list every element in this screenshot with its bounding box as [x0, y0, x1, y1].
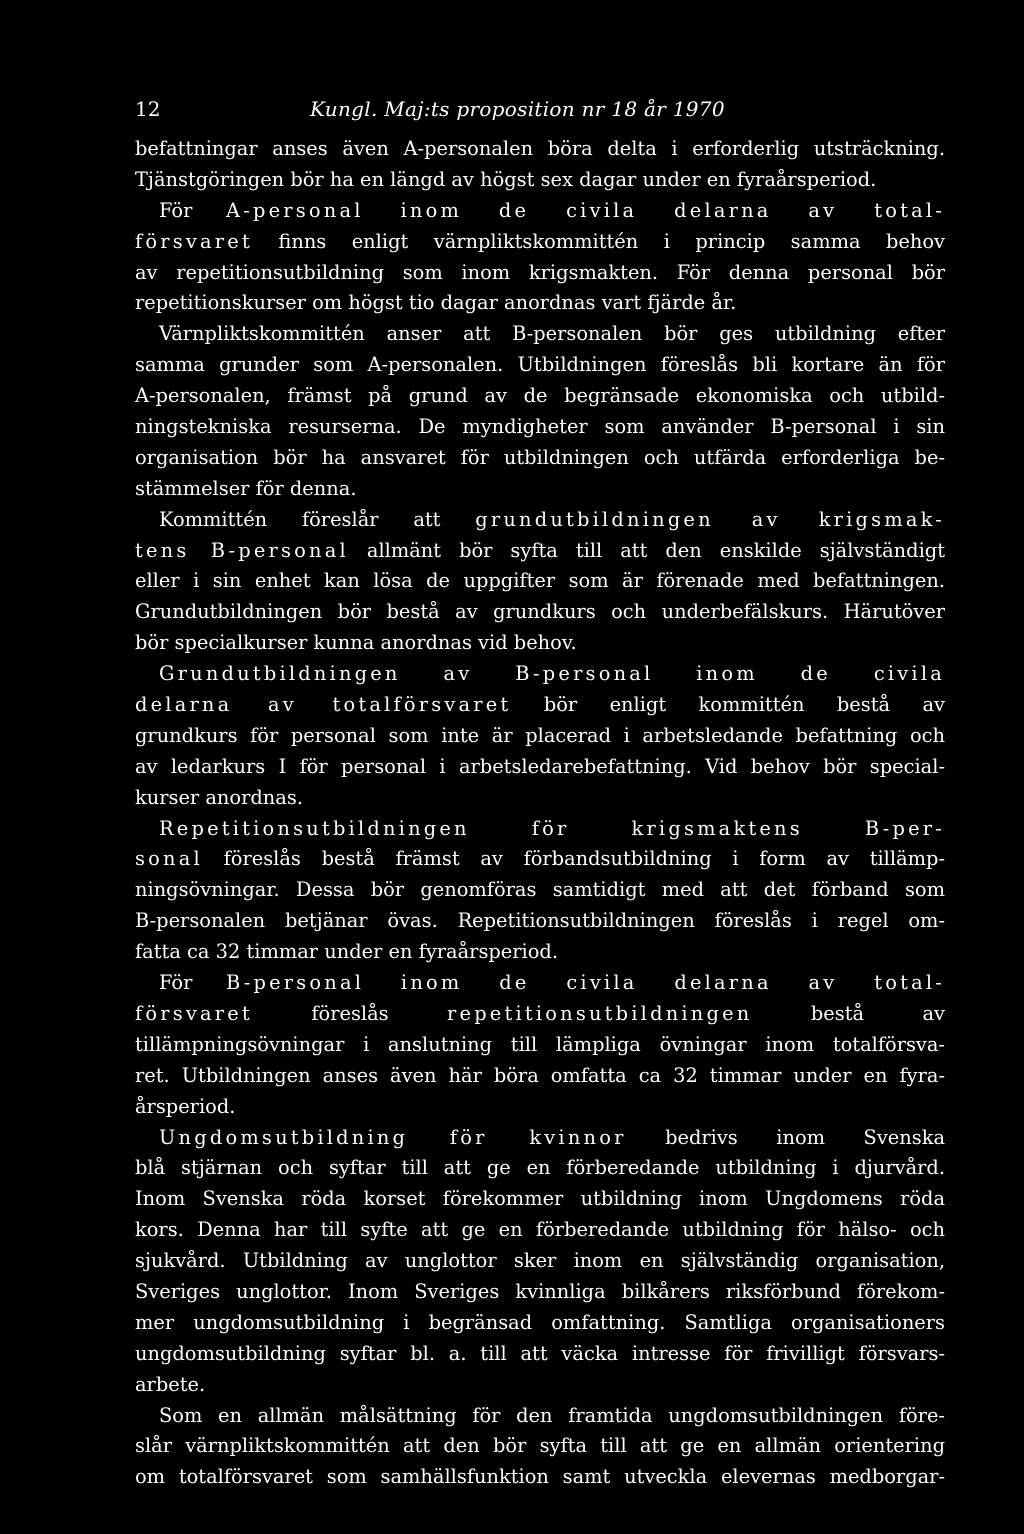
text-segment: Tjänstgöringen bör ha en längd av högst sex dagar under en fyraårsperiod. — [135, 167, 877, 191]
text-segment: repetitionskurser om högst tio dagar anordnas vart fjärde år. — [135, 291, 737, 315]
body-text — [135, 134, 945, 1493]
spaced-emphasis-text: Grundutbildningen av B-personal inom de civila — [159, 662, 945, 686]
text-line — [135, 999, 945, 1030]
text-segment: Grundutbildningen bör bestå av grundkurs och underbefälskurs. Härutöver — [135, 600, 945, 624]
text-line — [135, 1277, 945, 1308]
text-segment: sjukvård. Utbildning av unglottor sker inom en självständig organisation, — [135, 1249, 945, 1273]
text-line — [135, 814, 945, 845]
text-line — [135, 1308, 945, 1339]
text-line — [135, 968, 945, 999]
text-segment: ningstekniska resurserna. De myndigheter som använder B-personal i sin — [135, 415, 945, 439]
spaced-emphasis-text: försvaret — [135, 229, 253, 253]
text-segment: Inom Svenska röda korset förekommer utbildning inom Ungdomens röda — [135, 1187, 945, 1211]
text-segment: finns enligt värnpliktskommittén i princip samma behov — [252, 229, 945, 253]
text-line — [135, 1153, 945, 1184]
text-line — [135, 505, 945, 536]
page-number: 12 — [135, 97, 161, 121]
spaced-emphasis-text: A-personal inom de civila delarna av total- — [226, 198, 945, 222]
text-line — [135, 566, 945, 597]
text-line — [135, 381, 945, 412]
text-line — [135, 690, 945, 721]
text-segment: befattningar anses även A-personalen böra delta i erforderlig utsträckning. — [135, 137, 945, 160]
text-line — [135, 134, 945, 165]
text-line — [135, 1123, 945, 1154]
text-segment: av ledarkurs I för personal i arbetsledarebefattning. Vid behov bör special- — [135, 754, 945, 778]
text-segment: Som en allmän målsättning för den framtida ungdomsutbildningen före- — [159, 1403, 945, 1427]
spaced-emphasis-text: repetitionsutbildningen — [447, 1001, 753, 1025]
text-line — [135, 1462, 945, 1493]
text-segment: organisation bör ha ansvaret för utbildningen och utfärda erforderliga be- — [135, 445, 945, 469]
text-line — [135, 1431, 945, 1462]
text-segment: ret. Utbildningen anses även här böra omfatta ca 32 timmar under en fyra- — [135, 1063, 945, 1087]
text-line — [135, 196, 945, 227]
text-segment: bestå av — [752, 1001, 945, 1025]
text-line — [135, 1061, 945, 1092]
text-line — [135, 165, 945, 196]
text-segment: Värnpliktskommittén anser att B-personalen bör ges utbildning efter — [159, 322, 945, 346]
text-line — [135, 844, 945, 875]
text-line — [135, 1370, 945, 1401]
text-line — [135, 875, 945, 906]
text-segment: slår värnpliktskommittén att den bör syfta till att ge en allmän orientering — [135, 1434, 945, 1458]
text-line — [135, 1184, 945, 1215]
text-segment: ningsövningar. Dessa bör genomföras samtidigt med att det förband som — [135, 878, 945, 902]
text-segment: arbete. — [135, 1372, 206, 1396]
text-segment: grundkurs för personal som inte är placerad i arbetsledande befattning och — [135, 723, 945, 747]
spaced-emphasis-text: Repetitionsutbildningen för krigsmaktens B-per- — [159, 816, 945, 840]
text-line — [135, 1401, 945, 1432]
text-line — [135, 1246, 945, 1277]
text-segment: bör specialkurser kunna anordnas vid behov. — [135, 631, 577, 655]
text-segment: stämmelser för denna. — [135, 476, 357, 500]
text-line — [135, 443, 945, 474]
spaced-emphasis-text: sonal — [135, 847, 203, 871]
text-line — [135, 1092, 945, 1123]
text-segment: A-personalen, främst på grund av de begränsade ekonomiska och utbild- — [135, 384, 945, 408]
text-segment: fatta ca 32 timmar under en fyraårsperiod. — [135, 940, 559, 964]
text-segment: kurser anordnas. — [135, 785, 303, 809]
text-segment: av repetitionsutbildning som inom krigsmakten. För denna personal bör — [135, 260, 945, 284]
page-header — [135, 92, 945, 126]
text-segment: om totalförsvaret som samhällsfunktion samt utveckla elevernas medborgar- — [135, 1465, 945, 1489]
text-line — [135, 288, 945, 319]
text-line — [135, 412, 945, 443]
text-line — [135, 752, 945, 783]
text-segment: samma grunder som A-personalen. Utbildningen föreslås bli kortare än för — [135, 353, 945, 377]
text-segment: kors. Denna har till syfte att ge en förberedande utbildning för hälso- och — [135, 1218, 945, 1242]
text-line — [135, 1215, 945, 1246]
spaced-emphasis-text: grundutbildningen av krigsmak- — [475, 507, 945, 531]
text-segment: föreslås — [252, 1001, 448, 1025]
text-segment: För — [159, 971, 226, 995]
spaced-emphasis-text: tens B-personal — [135, 538, 349, 562]
text-segment: B-personalen betjänar övas. Repetitionsutbildningen föreslås i regel om- — [135, 909, 945, 933]
spaced-emphasis-text: B-personal inom de civila delarna av total- — [225, 971, 945, 995]
text-line — [135, 258, 945, 289]
text-segment: blå stjärnan och syftar till att ge en förberedande utbildning i djurvård. — [135, 1156, 945, 1180]
text-line — [135, 319, 945, 350]
text-line — [135, 659, 945, 690]
text-line — [135, 597, 945, 628]
text-line — [135, 536, 945, 567]
text-segment: årsperiod. — [135, 1094, 236, 1118]
text-line — [135, 906, 945, 937]
text-segment: bedrivs inom Svenska — [626, 1125, 945, 1149]
text-line — [135, 350, 945, 381]
running-title: Kungl. Maj:ts proposition nr 18 år 1970 — [310, 97, 725, 121]
text-line — [135, 628, 945, 659]
spaced-emphasis-text: försvaret — [135, 1001, 253, 1025]
text-line — [135, 227, 945, 258]
text-segment: eller i sin enhet kan lösa de uppgifter som är förenade med befattningen. — [135, 569, 945, 593]
text-line — [135, 1339, 945, 1370]
text-segment: allmänt bör syfta till att den enskilde självständigt — [348, 538, 945, 562]
text-line — [135, 474, 945, 505]
text-segment: tillämpningsövningar i anslutning till lämpliga övningar inom totalförsva- — [135, 1032, 945, 1056]
text-line — [135, 937, 945, 968]
text-line — [135, 783, 945, 814]
text-segment: För — [159, 198, 227, 222]
text-segment: föreslås bestå främst av förbandsutbildning i form av tillämp- — [202, 847, 945, 871]
spaced-emphasis-text: Ungdomsutbildning för kvinnor — [159, 1125, 627, 1149]
text-segment: ungdomsutbildning syftar bl. a. till att väcka intresse för frivilligt försvars- — [135, 1341, 945, 1365]
text-segment: mer ungdomsutbildning i begränsad omfattning. Samtliga organisationers — [135, 1310, 945, 1334]
text-line — [135, 721, 945, 752]
text-segment: bör enligt kommittén bestå av — [511, 693, 945, 717]
spaced-emphasis-text: delarna av totalförsvaret — [135, 693, 512, 717]
text-segment: Kommittén föreslår att — [159, 507, 476, 531]
text-line — [135, 1030, 945, 1061]
text-segment: Sveriges unglottor. Inom Sveriges kvinnliga bilkårers riksförbund förekom- — [135, 1279, 945, 1303]
